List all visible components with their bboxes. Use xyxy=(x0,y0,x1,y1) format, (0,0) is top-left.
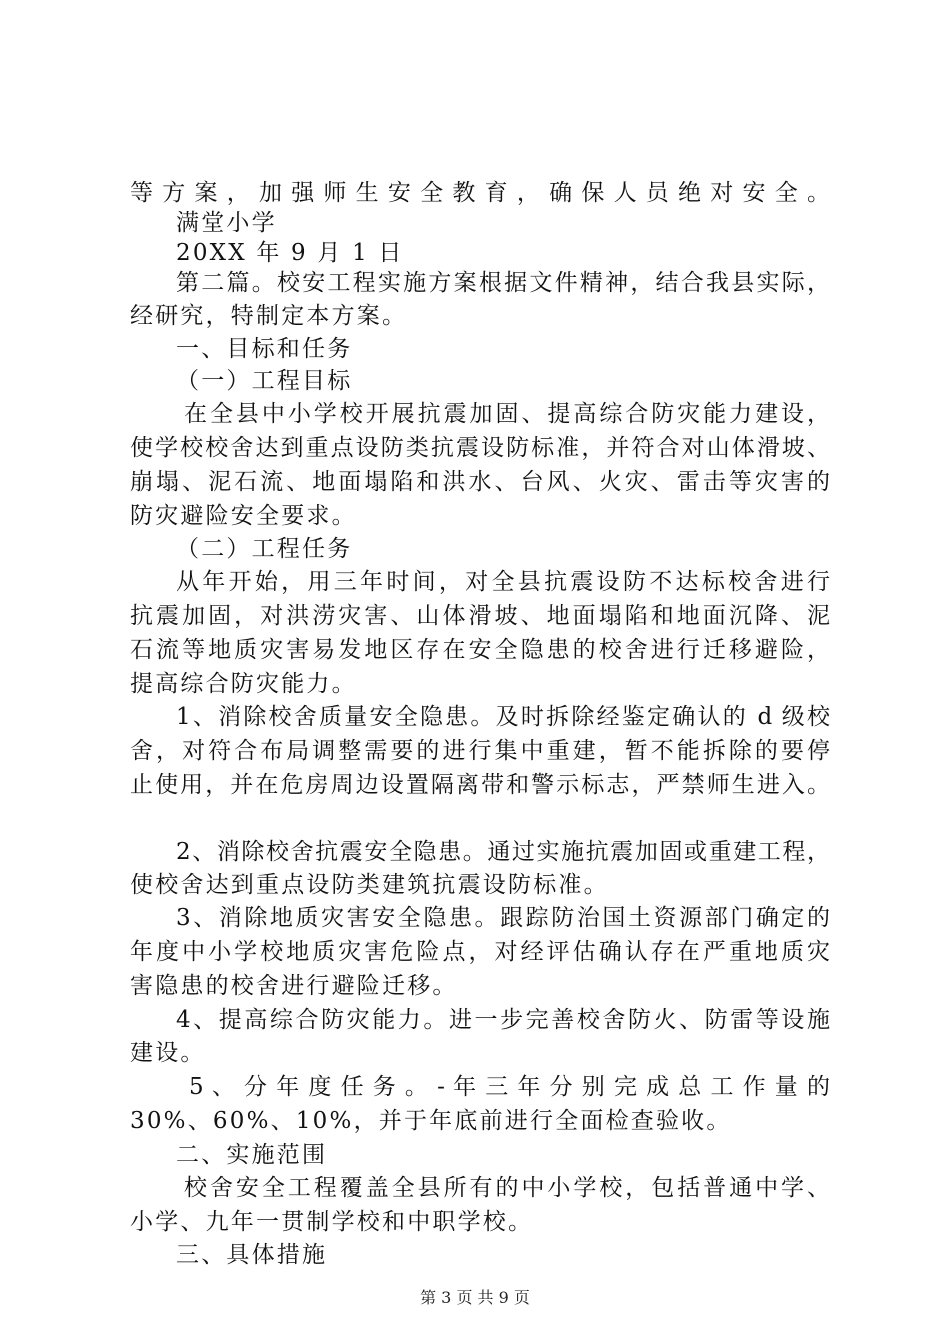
subheading-project-goal: （一）工程目标 xyxy=(176,368,353,394)
paragraph-line: 抗震加固，对洪涝灾害、山体滑坡、地面塌陷和地面沉降、泥 xyxy=(130,603,830,629)
paragraph-line: 2、消除校舍抗震安全隐患。通过实施抗震加固或重建工程， xyxy=(176,839,830,865)
paragraph-line: 1、消除校舍质量安全隐患。及时拆除经鉴定确认的 d 级校 xyxy=(176,704,830,730)
paragraph-line: 使学校校舍达到重点设防类抗震设防标准，并符合对山体滑坡、 xyxy=(130,435,830,461)
heading-measures: 三、具体措施 xyxy=(176,1242,328,1268)
paragraph-line: 年度中小学校地质灾害危险点，对经评估确认存在严重地质灾 xyxy=(130,939,830,965)
paragraph-line: 崩塌、泥石流、地面塌陷和洪水、台风、火灾、雷击等灾害的 xyxy=(130,469,830,495)
heading-scope: 二、实施范围 xyxy=(176,1142,328,1168)
paragraph-line: 舍，对符合布局调整需要的进行集中重建，暂不能拆除的要停 xyxy=(130,738,830,764)
paragraph-line: 石流等地质灾害易发地区存在安全隐患的校舍进行迁移避险， xyxy=(130,637,830,663)
paragraph-line: 经研究，特制定本方案。 xyxy=(130,303,408,329)
paragraph-line: 害隐患的校舍进行避险迁移。 xyxy=(130,973,458,999)
paragraph-line: 校舍安全工程覆盖全县所有的中小学校，包括普通中学、 xyxy=(184,1175,830,1201)
paragraph-line: 3、消除地质灾害安全隐患。跟踪防治国土资源部门确定的 xyxy=(176,905,830,931)
section-title-line: 第二篇。校安工程实施方案根据文件精神，结合我县实际， xyxy=(176,270,830,296)
paragraph-line: 提高综合防灾能力。 xyxy=(130,671,357,697)
heading-goals-tasks: 一、目标和任务 xyxy=(176,336,353,362)
paragraph-line: 止使用，并在危房周边设置隔离带和警示标志，严禁师生进入。 xyxy=(130,772,830,798)
paragraph-line: 5 、 分 年 度 任 务 。 - 年 三 年 分 别 完 成 总 工 作 量 的 xyxy=(189,1074,830,1100)
date-line: 20XX 年 9 月 1 日 xyxy=(176,240,404,266)
paragraph-line: 在全县中小学校开展抗震加固、提高综合防灾能力建设， xyxy=(184,401,830,427)
paragraph-line: 等方案，加强师生安全教育，确保人员绝对安全。 xyxy=(130,180,830,206)
paragraph-line: 30%、60%、10%，并于年底前进行全面检查验收。 xyxy=(130,1108,732,1134)
subheading-project-task: （二）工程任务 xyxy=(176,536,353,562)
page-number-footer: 第 3 页 共 9 页 xyxy=(420,1288,530,1307)
school-name: 满堂小学 xyxy=(176,210,277,236)
paragraph-line: 防灾避险安全要求。 xyxy=(130,503,357,529)
paragraph-line: 使校舍达到重点设防类建筑抗震设防标准。 xyxy=(130,872,609,898)
paragraph-line: 小学、九年一贯制学校和中职学校。 xyxy=(130,1209,534,1235)
paragraph-line: 建设。 xyxy=(130,1040,206,1066)
paragraph-line: 4、提高综合防灾能力。进一步完善校舍防火、防雷等设施 xyxy=(176,1007,830,1033)
paragraph-line: 从年开始，用三年时间，对全县抗震设防不达标校舍进行 xyxy=(176,569,830,595)
